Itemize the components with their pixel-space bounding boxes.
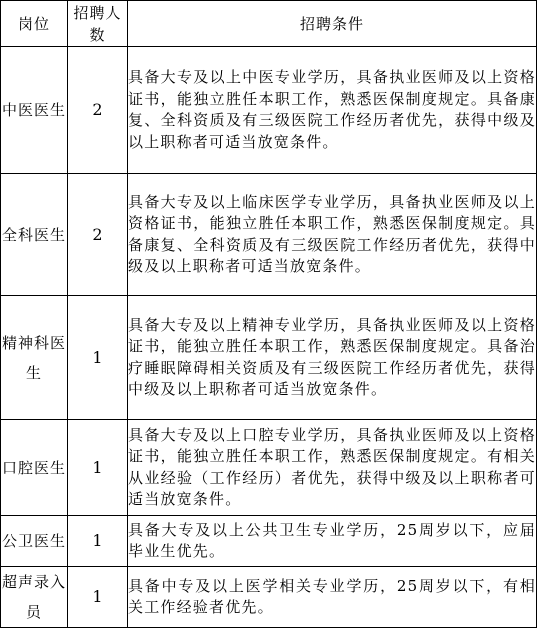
position-cell: 中医医生 xyxy=(1,47,68,174)
conditions-cell: 具备大专及以上精神专业学历，具备执业医师及以上资格证书，能独立胜任本职工作，熟悉医保制度规定。具备治疗睡眠障碍相关资质及有三级医院工作经历者优先，获得中级及以上职称者可适当放宽条件。 xyxy=(128,296,537,420)
table-row xyxy=(1,567,537,628)
table-row xyxy=(1,47,537,174)
header-count: 招聘人数 xyxy=(68,1,128,47)
header-conditions: 招聘条件 xyxy=(128,1,537,47)
count-cell: 1 xyxy=(68,516,128,567)
count-cell: 2 xyxy=(68,47,128,174)
position-cell: 精神科医生 xyxy=(1,296,68,420)
table-row xyxy=(1,174,537,296)
table-row xyxy=(1,420,537,516)
count-cell: 1 xyxy=(68,420,128,516)
count-cell: 1 xyxy=(68,567,128,628)
count-cell: 1 xyxy=(68,296,128,420)
header-row xyxy=(1,1,537,47)
table-row xyxy=(1,296,537,420)
table-row xyxy=(1,516,537,567)
conditions-cell: 具备大专及以上中医专业学历，具备执业医师及以上资格证书，能独立胜任本职工作，熟悉医保制度规定。具备康复、全科资质及有三级医院工作经历者优先，获得中级及以上职称者可适当放宽条件。 xyxy=(128,47,537,174)
conditions-cell: 具备大专及以上口腔专业学历，具备执业医师及以上资格证书，能独立胜任本职工作，熟悉医保制度规定。有相关从业经验（工作经历）者优先，获得中级及以上职称者可适当放宽条件。 xyxy=(128,420,537,516)
conditions-cell: 具备大专及以上临床医学专业学历，具备执业医师及以上资格证书，能独立胜任本职工作，熟悉医保制度规定。具备康复、全科资质及有三级医院工作经历者优先，获得中级及以上职称者可适当放宽条件。 xyxy=(128,174,537,296)
conditions-cell: 具备大专及以上公共卫生专业学历，25周岁以下，应届毕业生优先。 xyxy=(128,516,537,567)
header-position: 岗位 xyxy=(1,1,68,47)
count-cell: 2 xyxy=(68,174,128,296)
position-cell: 公卫医生 xyxy=(1,516,68,567)
position-cell: 口腔医生 xyxy=(1,420,68,516)
conditions-cell: 具备中专及以上医学相关专业学历，25周岁以下，有相关工作经验者优先。 xyxy=(128,567,537,628)
position-cell: 全科医生 xyxy=(1,174,68,296)
position-cell: 超声录入员 xyxy=(1,567,68,628)
